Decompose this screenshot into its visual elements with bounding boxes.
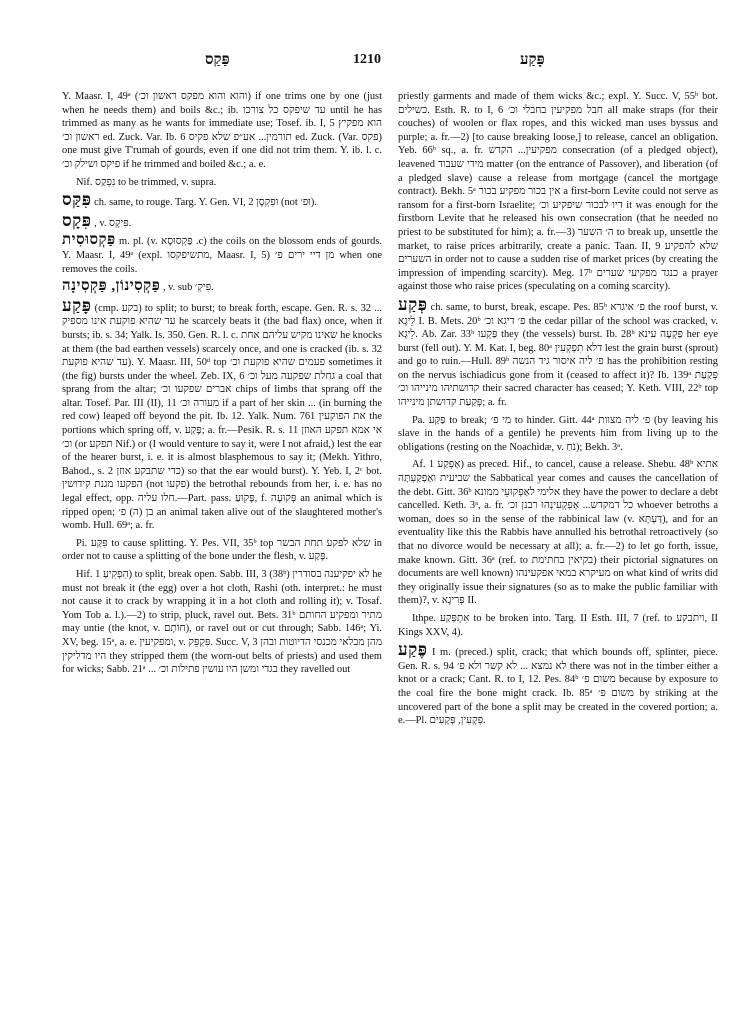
dictionary-entry bbox=[62, 176, 382, 190]
entry-headword: פְּקַע bbox=[398, 294, 428, 314]
dictionary-entry bbox=[398, 90, 718, 294]
entry-headword: פַּקְסִינוֹן, פַּקְסִינָה bbox=[62, 278, 161, 295]
entry-definition: priestly garments and made of them wicks &c.; expl. Y. Succ. V, 55ᵇ bot. כשילים. Esth. R. to I, 6 חבל מפקיעין בחבלי וכ׳ all make straps (for their couches) of woolen or flax ropes, and this wicked man uses byssus and purple; a. fr.—2) [to cause breaking loose,] to release, cancel an obligation. Yeb. 66ᵇ sq., a. fr. מפקיעין... הקדש consecration (of a pledged object), leavened מידי שעבוד matter (on the entrance of Passover), and liberation (of a pledged slave) cause a release from mortgage (cancel the mortgage contract). Bekh. 5ᵃ אין בכור מפקיע בכור a first-born Levite could not serve as ransom for a first-born Israelite; דיו לבכור שיפקיע וכ׳ it was enough for the firstborn Levite that he released his own consecration (that he needed no priest to be substituted for him); a. fr.—3) ה׳ השער to break up, unsettle the market, to raise prices arbitrarily, create a panic. Taan. II, 9 שלא להפקיע השערים in order not to cause a sudden rise of market prices (by creating the impression of impending scarcity). Meg. 17ᵇ כנגד מפקיעי שערים a prayer against those who raise prices (speculating on a coming scarcity). bbox=[398, 91, 718, 293]
entry-definition: Pa. פַּקַּע to break; מי פ׳ to hinder. Gitt. 44ᵃ פ׳ ליה מצוות (by leaving his slave in the hands of a gentile) he prevents him from living up to the obligations (resting on the Noachidæ, v. נֹחַ); Bekh. 3ᵃ. bbox=[398, 414, 718, 453]
running-head-left: פַּקַס bbox=[205, 52, 230, 68]
entry-headword: פִּקָס bbox=[62, 210, 92, 230]
entry-definition: Af. אַפְקַע 1) as preced. Hif., to cancel, cause a release. Shebu. 48ᵇ אתיא שביעית ואַפְקַעְתָּה the Sabbatical year comes and causes the cancellation of the debt. Gitt. 36ᵇ אלימי לאַפְקוּעֵי ממונא they have the power to declare a debt cancelled. Keth. 3ᵃ, a. fr. כל דמקדש... אַפְקְעִינְהוּ רבנן וכ׳ whoever betroths a woman, does so in the sense of the rabbinical law (v. דַּעְתָּא), and for an eventuality like this the Rabbis have annulled his betrothal retroactively (so that no divorce would be necessary at all); a. fr.—2) to let go forth, issue, make known. Gitt. 36ᵃ (ref. to בקיאין בחתימת) their pictorial signatures on documents are well known) מעיקרא במאי אפקעינהו on what kind of writs did they originally issue their signatures (so as to make the public familiar with them)?, v. פְּרִיגָא II. bbox=[398, 459, 718, 607]
dictionary-entry bbox=[62, 295, 382, 533]
entry-definition: Pi. פִּקַּע to cause splitting. Y. Pes. VII, 35ᵇ top שלא לפקע תחת הבשר in order not to cause a splitting of the bone under the flesh, v. פָּקַע. bbox=[62, 537, 382, 563]
dictionary-entry bbox=[62, 234, 382, 276]
dictionary-entry bbox=[398, 640, 718, 728]
entry-definition: Ithpe. אִתְפְּקַע to be broken into. Targ. II Esth. III, 7 (ref. to ויתבקע, II Kings XXV, 4). bbox=[398, 612, 718, 638]
dictionary-entry bbox=[62, 280, 382, 295]
entry-definition: Nif. נִפְקַס to be trimmed, v. supra. bbox=[76, 176, 217, 188]
entry-definition: Y. Maasr. I, 49ᵃ (והוא והוא מפקס ראשון וכ׳) if one trims one by one (just when he needs them) and boils &c.; ib. עד שיפקס כל צורכו until he has trimmed as many as he wants for immediate use; Tosef. ib. I, 5 הוא מפקיץ ראשון וכ׳ ed. Zuck. Var. Ib. 6 תורמין... אע״פ שלא פקיס ed. Zuck. (Var. פקס) one must give T'rumah of gourds, even if one did not trim them. Y. ib. l. c. פיקס ושילק וכ׳ if he trimmed and boiled &c.; a. e. bbox=[62, 91, 382, 170]
right-column bbox=[398, 90, 718, 995]
entry-definition: ch. same, to burst, break, escape. Pes. 85ᵇ פ׳ איגרא the roof burst, v. לֵיגָא I. B. Mets. 20ᵇ פ׳ דיגא וכ׳ the cedar pillar of the school was cracked, v. לֵיגָא. Ab. Zar. 33ᵇ פַּקְעוּ they (the vessels) burst. Ib. 28ᵇ פַּקְעָה עינא her eye burst (fell out). Y. M. Kat. I, beg. 80ᵃ דלא תִפְקְעִין lest the grain burst (sprout) and go to ruin.—Hull. 89ᵇ פ׳ ליה איסור גיד הנשה has the prohibition resting on the nervus ischiadicus gone from it (ceased to affect it)? Ib. 139ᵃ פְּקַעַת קדושתיהו מינייהו וכ׳ their sacred character has ceased; Y. Keth. VIII, 22ᵇ top פְּקַעַת קדושתן מינייהו; a. fr. bbox=[398, 301, 718, 409]
dictionary-entry bbox=[398, 414, 718, 455]
entry-headword: פִּקַּס bbox=[62, 190, 92, 210]
entry-headword: פָּקַע bbox=[62, 295, 92, 315]
page-number: 1210 bbox=[353, 52, 381, 67]
dictionary-entry bbox=[62, 210, 382, 231]
entry-headword: פֶּקַע bbox=[398, 640, 428, 660]
entry-definition: , v. sub פִּיקְ׳. bbox=[162, 282, 214, 294]
entry-definition: Hif. הִפְקִיעַ 1) to split, break open. Sabb. III, 3 (38ᵇ) לא יפקיענה בסודרין he must not break it (the egg) over a hot cloth, Rashi (oth. interpret.: he must not cause it to crack by wrapping it in a hot cloth and rolling it); v. Tosaf. Yom Tob a. l.).—2) to strip, pluck, ravel out. Bets. 31ᵇ מתיר ומפקיע החותם may untie (the knot, v. חוֹתָם), or ravel out or cut through; Sabb. 146ᵃ; Yi. XV, beg. 15ᵃ, a. e. ומפקיעין, v. פִּקְפֵּק. Succ. V, 3 מהן מבלאי מכנסי הדיוטות ובהן היו מדליקין they stripped them (the worn-out belts of priests) and used them for wicks; Sabb. 21ᵃ ... בגדי ומשן היו עושין פתילות וכ׳ they ravelled out bbox=[62, 569, 382, 676]
dictionary-entry bbox=[62, 190, 382, 210]
dictionary-entry bbox=[62, 90, 382, 172]
entry-definition: I m. (preced.) split, crack; that which bounds off, splinter, piece. Gen. R. s. 94 לא נמצא ... לא קשר ולא פ׳ there was not in the timber either a knot or a crack; Cant. R. to I, 12. Pes. 84ᵇ משום פ׳ because by exposure to the coal fire the bone might crack. Ib. 85ᵃ משום פ׳ by striking at the uncovered part of the bone a split may be created in the covered portion; a. e.—Pl. פְּקָעִין, פְּקָעִים. bbox=[398, 647, 718, 727]
entry-headword: פַּקְסוּסִית bbox=[62, 232, 116, 249]
entry-definition: , v. פִּיקָס. bbox=[94, 217, 132, 229]
entry-definition: m. pl. (v. פַּקְסוּסָא .c) the coils on the blossom ends of gourds. Y. Maasr. I, 49ᵃ (expl. מתשיפקסו, Maasr. I, 5) מן דיי ירים פ׳ when one removes the coils. bbox=[62, 236, 382, 275]
left-column bbox=[62, 90, 382, 995]
dictionary-entry bbox=[62, 568, 382, 677]
dictionary-entry bbox=[398, 612, 718, 639]
dictionary-entry bbox=[398, 294, 718, 410]
entry-definition: (cmp. בקע) to split; to burst; to break forth, escape. Gen. R. s. 32 ... עד שהיא פוקעת אינו מספיק he scarcely beats it (the bad flax) once, when it bursts; ib. s. 34; Yalk. Is. 350. Gen. R. l. c. שאינו מקיש עליהם אחת he knocks at them (the bad earthen vessels) scarcely once, and one is cracked (ib. s. 32 עד שהיא פוקעת). Y. Maasr. III, 50ᵈ top פעמים שהיא פוקעת וכ׳ sometimes it (the fig) bursts under the wheel. Zeb. IX, 6 גחלת שפקעה מעל וכ׳ a coal that sprang from the altar; אברים שפקעו וכ׳ chips of limbs that sprang off the altar. Tosef. Par. III (II), 11 מעורה וכ׳ if a part of her skin ... (in burning the red cow) leaped off beyond the pit. Ib. 12. Yalk. Num. 761 את הפוקעין the portions which spring off, v. פָּקַע; a. fr.—Pesik. R. s. 11 אי אמא תפקע האוזן וכ׳ (or תפקע Nif.) or (I would venture to say it, were I not afraid,) lest the ear of the hearer burst, i. e. it is almost blasphemous to say it; (Mekh. Yithro, Bahod., s. 2 כדי שתבקע אוזן) so that the ear would burst). Y. Yeb. I, 2ᶜ bot. הפקעו מגנת קידושין (not פקעו) the betrothal rebounds from her, i. e. has no legal effect, opp. חלו עליה.—Part. pass. פָּקוּעַ, f. פְּקוּעָה an animal which is ripped open; בן (ה) פ׳ an animal taken alive out of the slaughtered mother's womb. Hull. 69ᵃ; a. fr. bbox=[62, 302, 382, 532]
entry-definition: ch. same, to rouge. Targ. Y. Gen. VI, 2 וּפִקְסָן (not וּפ׳). bbox=[94, 197, 317, 209]
dictionary-entry bbox=[62, 537, 382, 564]
dictionary-entry bbox=[398, 458, 718, 608]
running-head-right: פָּקַע bbox=[520, 52, 545, 68]
